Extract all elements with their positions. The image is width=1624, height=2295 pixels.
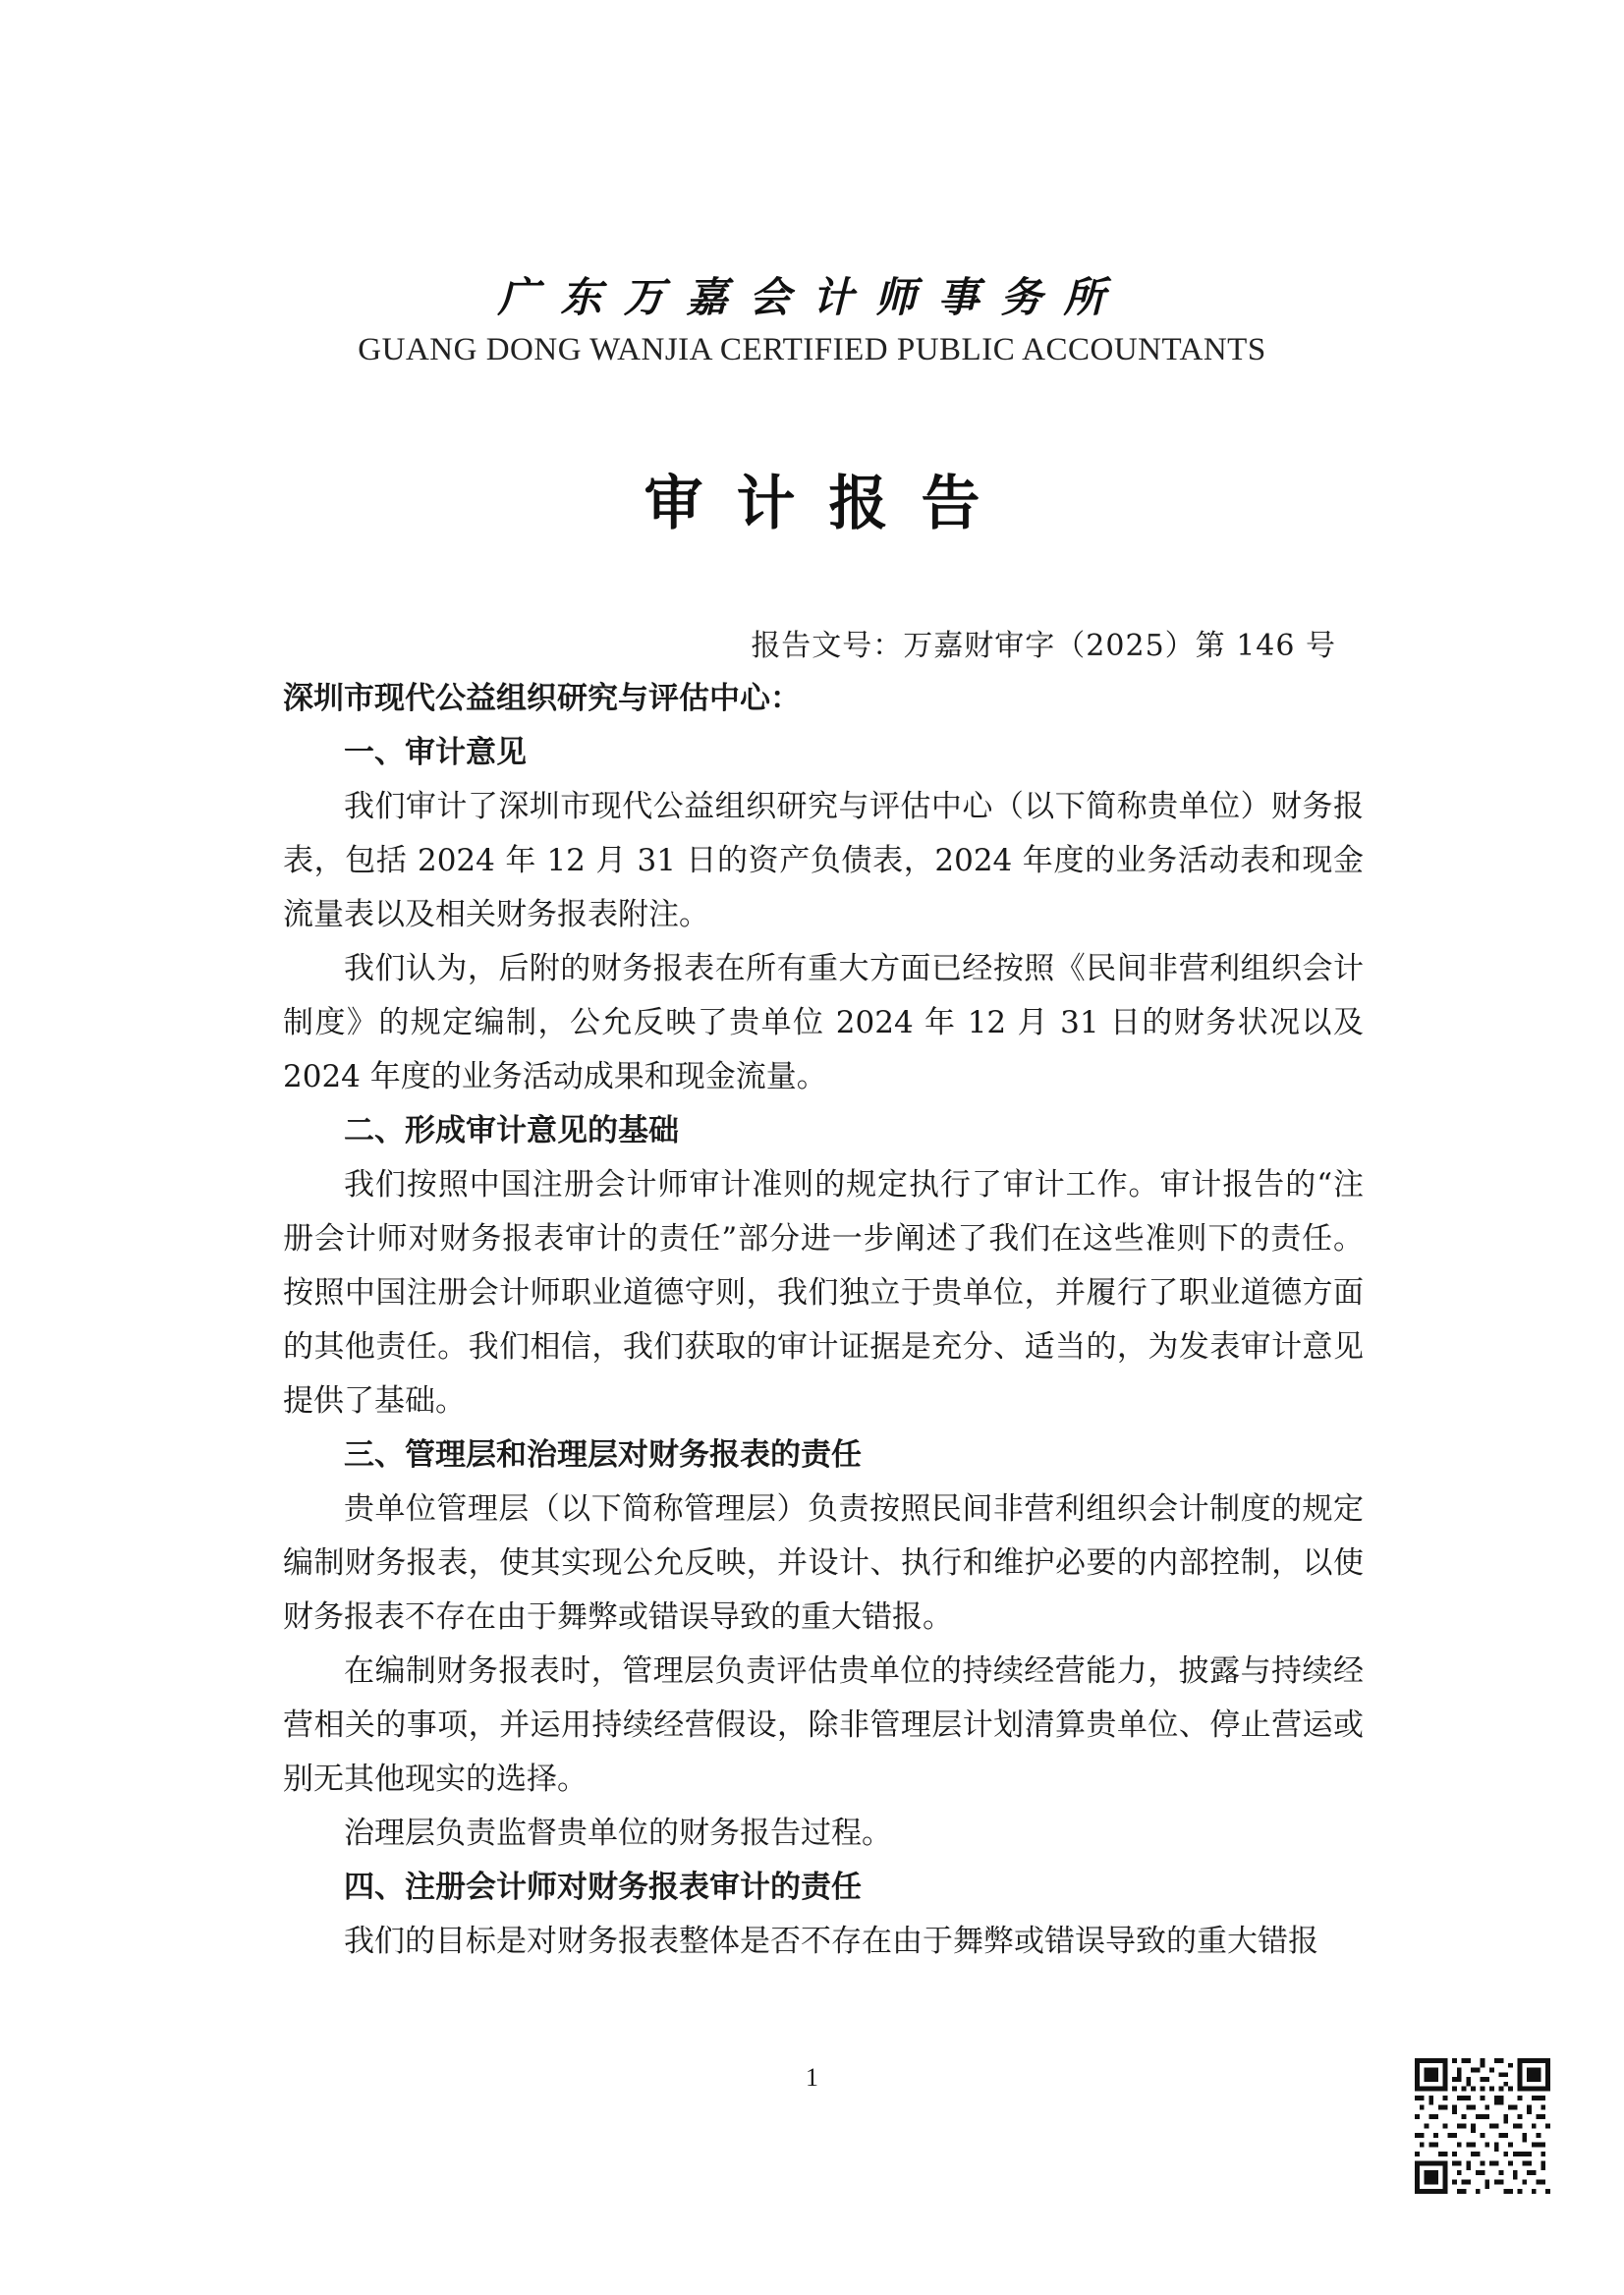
paragraph: 我们的目标是对财务报表整体是否不存在由于舞弊或错误导致的重大错报 bbox=[344, 1924, 1318, 1959]
firm-name-en: GUANG DONG WANJIA CERTIFIED PUBLIC ACCOUNTANTS bbox=[358, 332, 1266, 367]
paragraph: 在编制财务报表时，管理层负责评估贵单位的持续经营能力，披露与持续经营相关的事项，并运用持续经营假设，除非管理层计划清算贵单位、停止营运或别无其他现实的选择。 bbox=[283, 1653, 1364, 1797]
report-body bbox=[283, 672, 1364, 1969]
page-number: 1 bbox=[806, 2063, 818, 2092]
section-heading: 三、管理层和治理层对财务报表的责任 bbox=[344, 1437, 862, 1473]
addressee: 深圳市现代公益组织研究与评估中心： bbox=[283, 681, 801, 716]
paragraph: 治理层负责监督贵单位的财务报告过程。 bbox=[344, 1816, 892, 1851]
section-heading: 一、审计意见 bbox=[344, 735, 527, 770]
firm-name-cn: 广东万嘉会计师事务所 bbox=[497, 273, 1127, 321]
section-heading: 二、形成审计意见的基础 bbox=[344, 1113, 679, 1148]
report-title: 审计报告 bbox=[644, 470, 1014, 538]
paragraph: 我们按照中国注册会计师审计准则的规定执行了审计工作。审计报告的“注册会计师对财务报表审计的责任”部分进一步阐述了我们在这些准则下的责任。按照中国注册会计师职业道德守则，我们独立于贵单位，并履行了职业道德方面的其他责任。我们相信，我们获取的审计证据是充分、适当的，为发表审计意见提供了基础。 bbox=[283, 1167, 1364, 1419]
reference-number: 报告文号：万嘉财审字（2025）第 146 号 bbox=[751, 629, 1336, 663]
qr-code-icon bbox=[1415, 2058, 1550, 2194]
paragraph: 我们认为，后附的财务报表在所有重大方面已经按照《民间非营利组织会计制度》的规定编制，公允反映了贵单位 2024 年 12 月 31 日的财务状况以及 2024 年度的业务活动成果和现金流量。 bbox=[283, 951, 1364, 1094]
paragraph: 贵单位管理层（以下简称管理层）负责按照民间非营利组织会计制度的规定编制财务报表，使其实现公允反映，并设计、执行和维护必要的内部控制，以使财务报表不存在由于舞弊或错误导致的重大错报。 bbox=[283, 1491, 1364, 1635]
paragraph: 我们审计了深圳市现代公益组织研究与评估中心（以下简称贵单位）财务报表，包括 2024 年 12 月 31 日的资产负债表，2024 年度的业务活动表和现金流量表以及相关财务报表附注。 bbox=[283, 789, 1364, 932]
section-heading: 四、注册会计师对财务报表审计的责任 bbox=[344, 1870, 862, 1905]
